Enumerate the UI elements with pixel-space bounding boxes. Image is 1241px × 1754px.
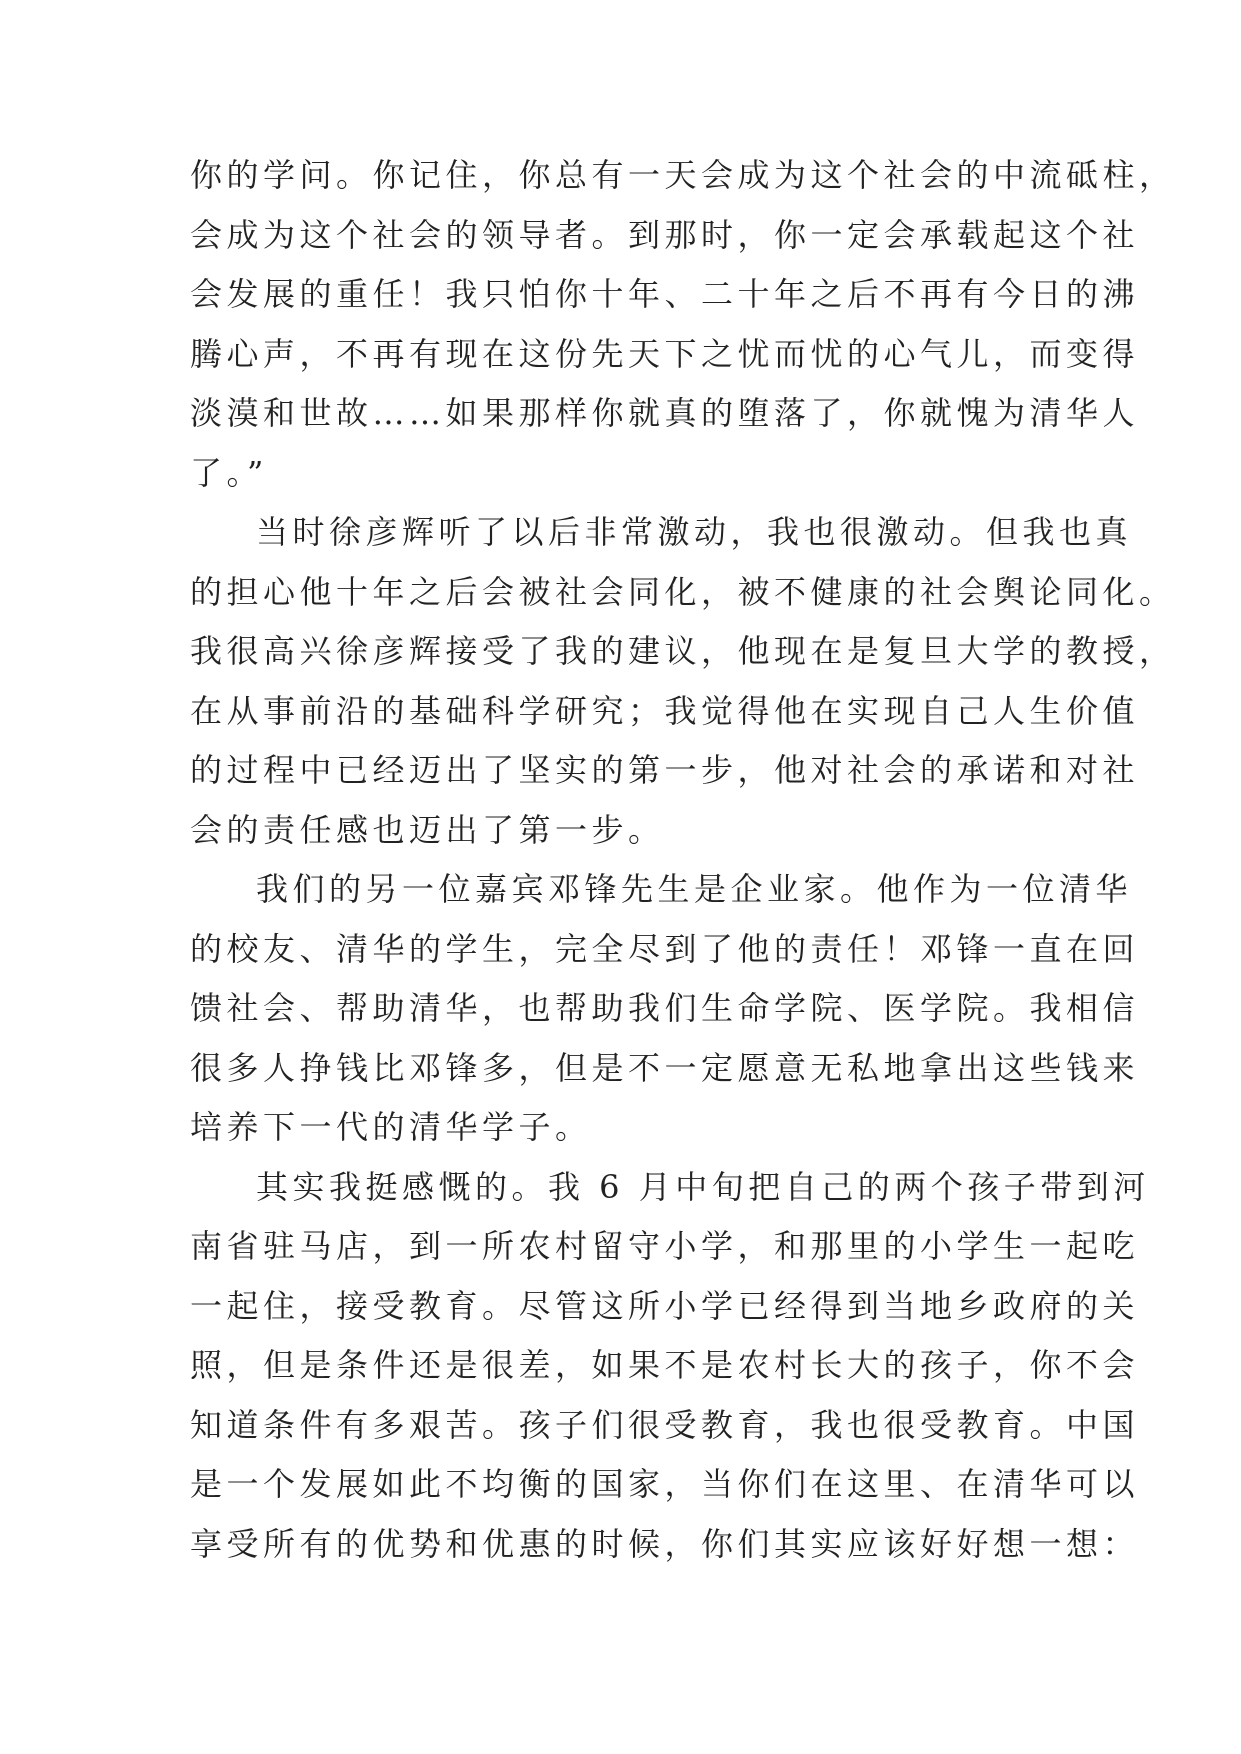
text-line: 了。” — [190, 453, 268, 492]
text-line: 的担心他十年之后会被社会同化，被不健康的社会舆论同化。 — [190, 572, 1176, 611]
text-line: 会的责任感也迈出了第一步。 — [190, 810, 665, 849]
text-line: 腾心声，不再有现在这份先天下之忧而忧的心气儿，而变得 — [190, 334, 1140, 373]
text-line: 照，但是条件还是很差，如果不是农村长大的孩子，你不会 — [190, 1346, 1140, 1384]
paragraph-first-line: 我们的另一位嘉宾邓锋先生是企业家。他作为一位清华 — [256, 870, 1133, 908]
text-line: 会成为这个社会的领导者。到那时，你一定会承载起这个社 — [190, 215, 1140, 254]
text-line: 的过程中已经迈出了坚实的第一步，他对社会的承诺和对社 — [190, 751, 1140, 789]
text-line: 淡漠和世故……如果那样你就真的堕落了，你就愧为清华人 — [190, 394, 1140, 432]
text-line: 你的学问。你记住，你总有一天会成为这个社会的中流砥柱， — [190, 156, 1176, 194]
text-line: 一起住，接受教育。尽管这所小学已经得到当地乡政府的关 — [190, 1286, 1140, 1325]
text-line: 我很高兴徐彦辉接受了我的建议，他现在是复旦大学的教授， — [190, 632, 1176, 670]
text-line: 是一个发展如此不均衡的国家，当你们在这里、在清华可以 — [190, 1465, 1140, 1503]
text-line: 知道条件有多艰苦。孩子们很受教育，我也很受教育。中国 — [190, 1405, 1140, 1444]
text-line: 馈社会、帮助清华，也帮助我们生命学院、医学院。我相信 — [190, 989, 1140, 1027]
paragraph-first-line: 其实我挺感慨的。我 6 月中旬把自己的两个孩子带到河 — [256, 1167, 1150, 1206]
paragraph-first-line: 当时徐彦辉听了以后非常激动，我也很激动。但我也真 — [256, 513, 1133, 551]
text-line: 培养下一代的清华学子。 — [190, 1108, 592, 1146]
text-line: 享受所有的优势和优惠的时候，你们其实应该好好想一想： — [190, 1524, 1140, 1563]
body-text — [190, 146, 1176, 1574]
text-line: 在从事前沿的基础科学研究；我觉得他在实现自己人生价值 — [190, 691, 1140, 730]
text-line: 南省驻马店，到一所农村留守小学，和那里的小学生一起吃 — [190, 1227, 1140, 1265]
text-line: 的校友、清华的学生，完全尽到了他的责任！邓锋一直在回 — [190, 929, 1140, 968]
text-line: 会发展的重任！我只怕你十年、二十年之后不再有今日的沸 — [190, 275, 1140, 313]
text-line: 很多人挣钱比邓锋多，但是不一定愿意无私地拿出这些钱来 — [190, 1048, 1140, 1087]
